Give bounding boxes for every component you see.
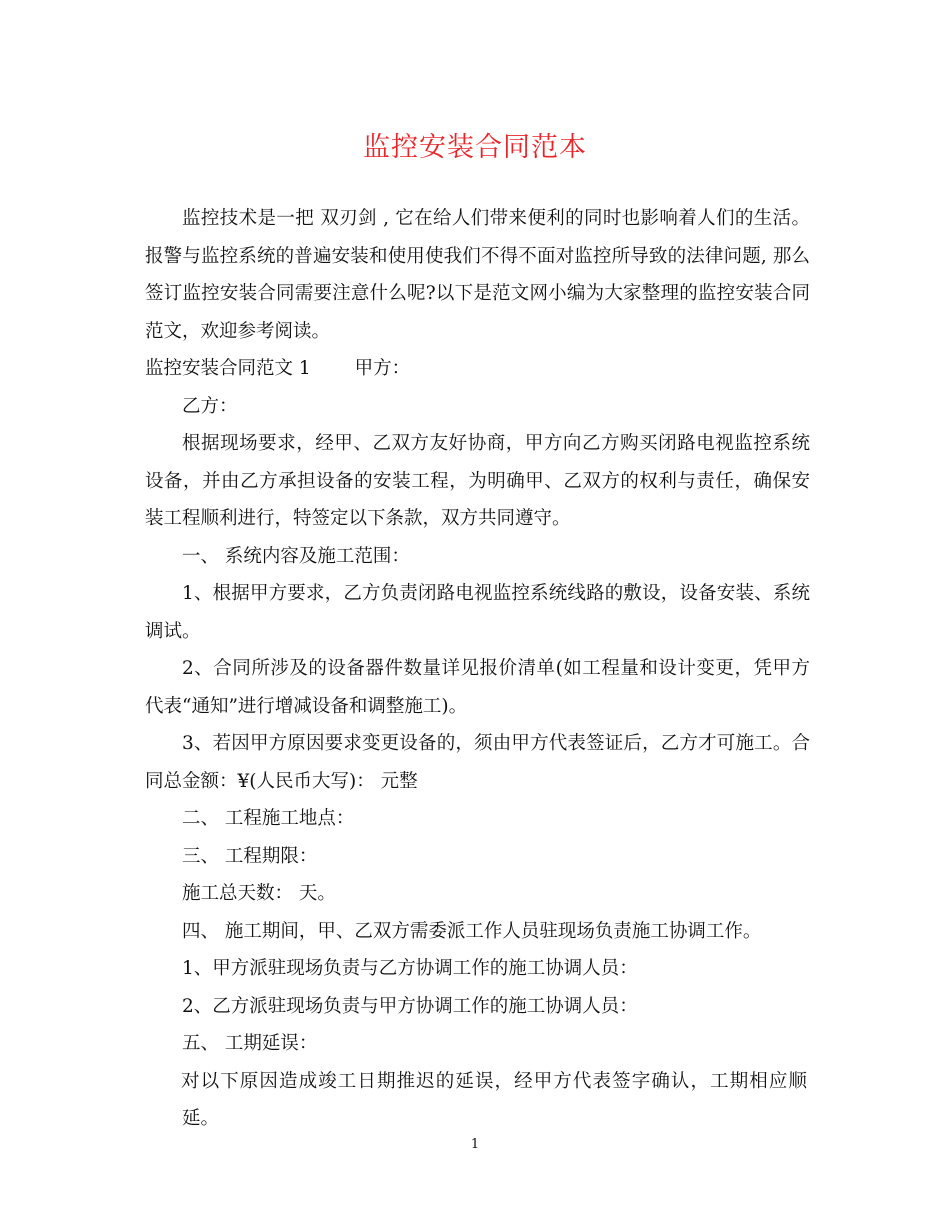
section-heading: 一、 系统内容及施工范围： bbox=[182, 545, 410, 567]
clause-paragraph: 施工总天数： 天。 bbox=[182, 883, 336, 904]
party-b-label: 乙方： bbox=[182, 395, 238, 417]
clause-paragraph: 1、甲方派驻现场负责与乙方协调工作的施工协调人员： bbox=[182, 958, 638, 979]
sample-heading-line bbox=[145, 350, 810, 388]
sample-heading: 监控安装合同范文 1 bbox=[145, 358, 311, 379]
document-body bbox=[145, 200, 810, 1138]
party-a-label: 甲方： bbox=[354, 358, 411, 379]
section-heading: 二、 工程施工地点： bbox=[182, 808, 355, 829]
clause-paragraph: 1、根据甲方要求，乙方负责闭路电视监控系统线路的敷设，设备安装、系统调试。 bbox=[145, 583, 810, 642]
clause-paragraph: 2、合同所涉及的设备器件数量详见报价清单(如工程量和设计变更，凭甲方代表“通知”进行增减设备和调整施工)。 bbox=[145, 658, 810, 717]
page-number: 1 bbox=[470, 1137, 480, 1152]
intro-paragraph: 监控技术是一把 双刃剑 , 它在给人们带来便利的同时也影响着人们的生活。报警与监控系统的普遍安装和使用使我们不得不面对监控所导致的法律问题, 那么签订监控安装合同需要注意什么呢?以下是范文网小编为大家整理的监控安装合同范文，欢迎参考阅读。 bbox=[145, 208, 810, 342]
section-heading: 五、 工期延误： bbox=[182, 1033, 318, 1054]
preamble-paragraph: 根据现场要求，经甲、乙双方友好协商，甲方向乙方购买闭路电视监控系统设备，并由乙方承担设备的安装工程，为明确甲、乙双方的权利与责任，确保安装工程顺利进行，特签定以下条款，双方共同遵守。 bbox=[145, 433, 810, 529]
clause-paragraph: 3、若因甲方原因要求变更设备的，须由甲方代表签证后，乙方才可施工。合同总金额：¥(人民币大写)： 元整 bbox=[145, 733, 810, 792]
clause-paragraph: 对以下原因造成竣工日期推迟的延误，经甲方代表签字确认，工期相应顺延。 bbox=[181, 1070, 807, 1129]
document-title: 监控安装合同范本 bbox=[363, 132, 587, 163]
section-heading: 四、 施工期间，甲、乙双方需委派工作人员驻现场负责施工协调工作。 bbox=[182, 920, 762, 942]
clause-paragraph: 2、乙方派驻现场负责与甲方协调工作的施工协调人员： bbox=[182, 995, 638, 1017]
section-heading: 三、 工程期限： bbox=[182, 845, 318, 867]
